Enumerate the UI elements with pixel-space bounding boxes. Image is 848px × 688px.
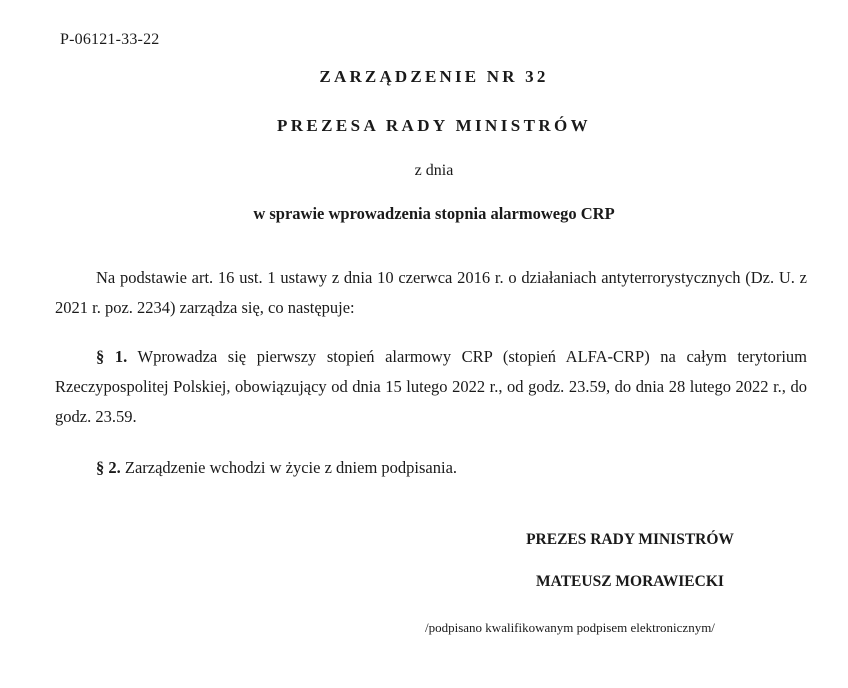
document-subject: w sprawie wprowadzenia stopnia alarmowego CRP <box>253 204 615 223</box>
document-reference-number: P-06121-33-22 <box>60 31 160 48</box>
document-issuer: PREZESA RADY MINISTRÓW <box>276 116 592 135</box>
section-2-marker: § 2. <box>96 458 121 477</box>
section-1-text: Wprowadza się pierwszy stopień alarmowy CRP (stopień ALFA-CRP) na całym terytorium Rzeczypospolitej Polskiej, obowiązujący od dnia 15 lutego 2022 r., od godz. 23.59, do dnia 28 lutego 2022 r., do godz. 23.59. <box>55 347 808 426</box>
section-2-text: Zarządzenie wchodzi w życie z dniem podpisania. <box>120 458 458 477</box>
document-date-line: z dnia <box>414 162 454 179</box>
electronic-signature-note: /podpisano kwalifikowanym podpisem elektronicznym/ <box>425 620 715 635</box>
section-1-marker: § 1. <box>96 347 128 366</box>
section-2-paragraph <box>55 453 807 483</box>
signatory-title: PREZES RADY MINISTRÓW <box>526 531 734 548</box>
signatory-name: MATEUSZ MORAWIECKI <box>536 573 724 590</box>
section-1-paragraph <box>55 342 807 432</box>
legal-basis-paragraph: Na podstawie art. 16 ust. 1 ustawy z dnia 10 czerwca 2016 r. o działaniach antyterrorystycznych (Dz. U. z 2021 r. poz. 2234) zarządza się, co następuje: <box>55 268 807 317</box>
document-title: ZARZĄDZENIE NR 32 <box>319 67 549 86</box>
